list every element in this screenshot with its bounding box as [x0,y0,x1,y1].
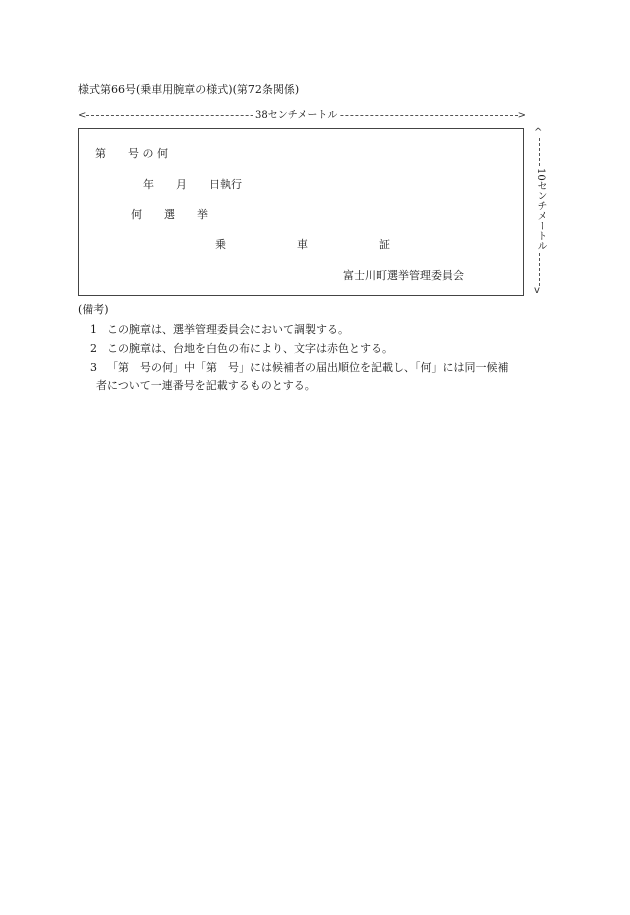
armband-election-line: 何 選 挙 [131,208,208,221]
note-text: この腕章は、選挙管理委員会において調製する。 [107,323,349,336]
notes-heading: (備考) [78,303,109,316]
note-text: この腕章は、台地を白色の布により、文字は赤色とする。 [107,342,393,355]
note-number: 3 [90,361,97,374]
armband-char-jo: 乗 [215,238,226,251]
height-dimension-line [533,128,547,296]
width-dimension-label: 38センチメートル [255,110,338,121]
armband-box [78,128,524,296]
up-arrow-icon: ^ [534,127,543,138]
note-text: 「第 号の何」中「第 号」には候補者の届出順位を記載し、「何」には同一候補 [107,361,509,374]
armband-date-line: 年 月 日執行 [143,178,242,191]
armband-number-line: 第 号 の 何 [95,147,168,160]
armband-char-sha: 車 [297,238,308,251]
note-continuation: 者について一連番号を記載するものとする。 [96,379,316,392]
left-arrow-icon: < [78,110,87,121]
height-dimension-label: 10センチメートル [535,168,546,251]
armband-char-sho: 証 [379,238,390,251]
down-arrow-icon: v [534,285,540,296]
note-number: 1 [90,323,97,336]
form-title: 様式第66号(乗車用腕章の様式)(第72条関係) [78,83,300,96]
right-arrow-icon: > [517,110,526,121]
width-dimension-line [78,110,526,122]
note-number: 2 [90,342,97,355]
armband-issuer: 富士川町選挙管理委員会 [343,269,464,282]
